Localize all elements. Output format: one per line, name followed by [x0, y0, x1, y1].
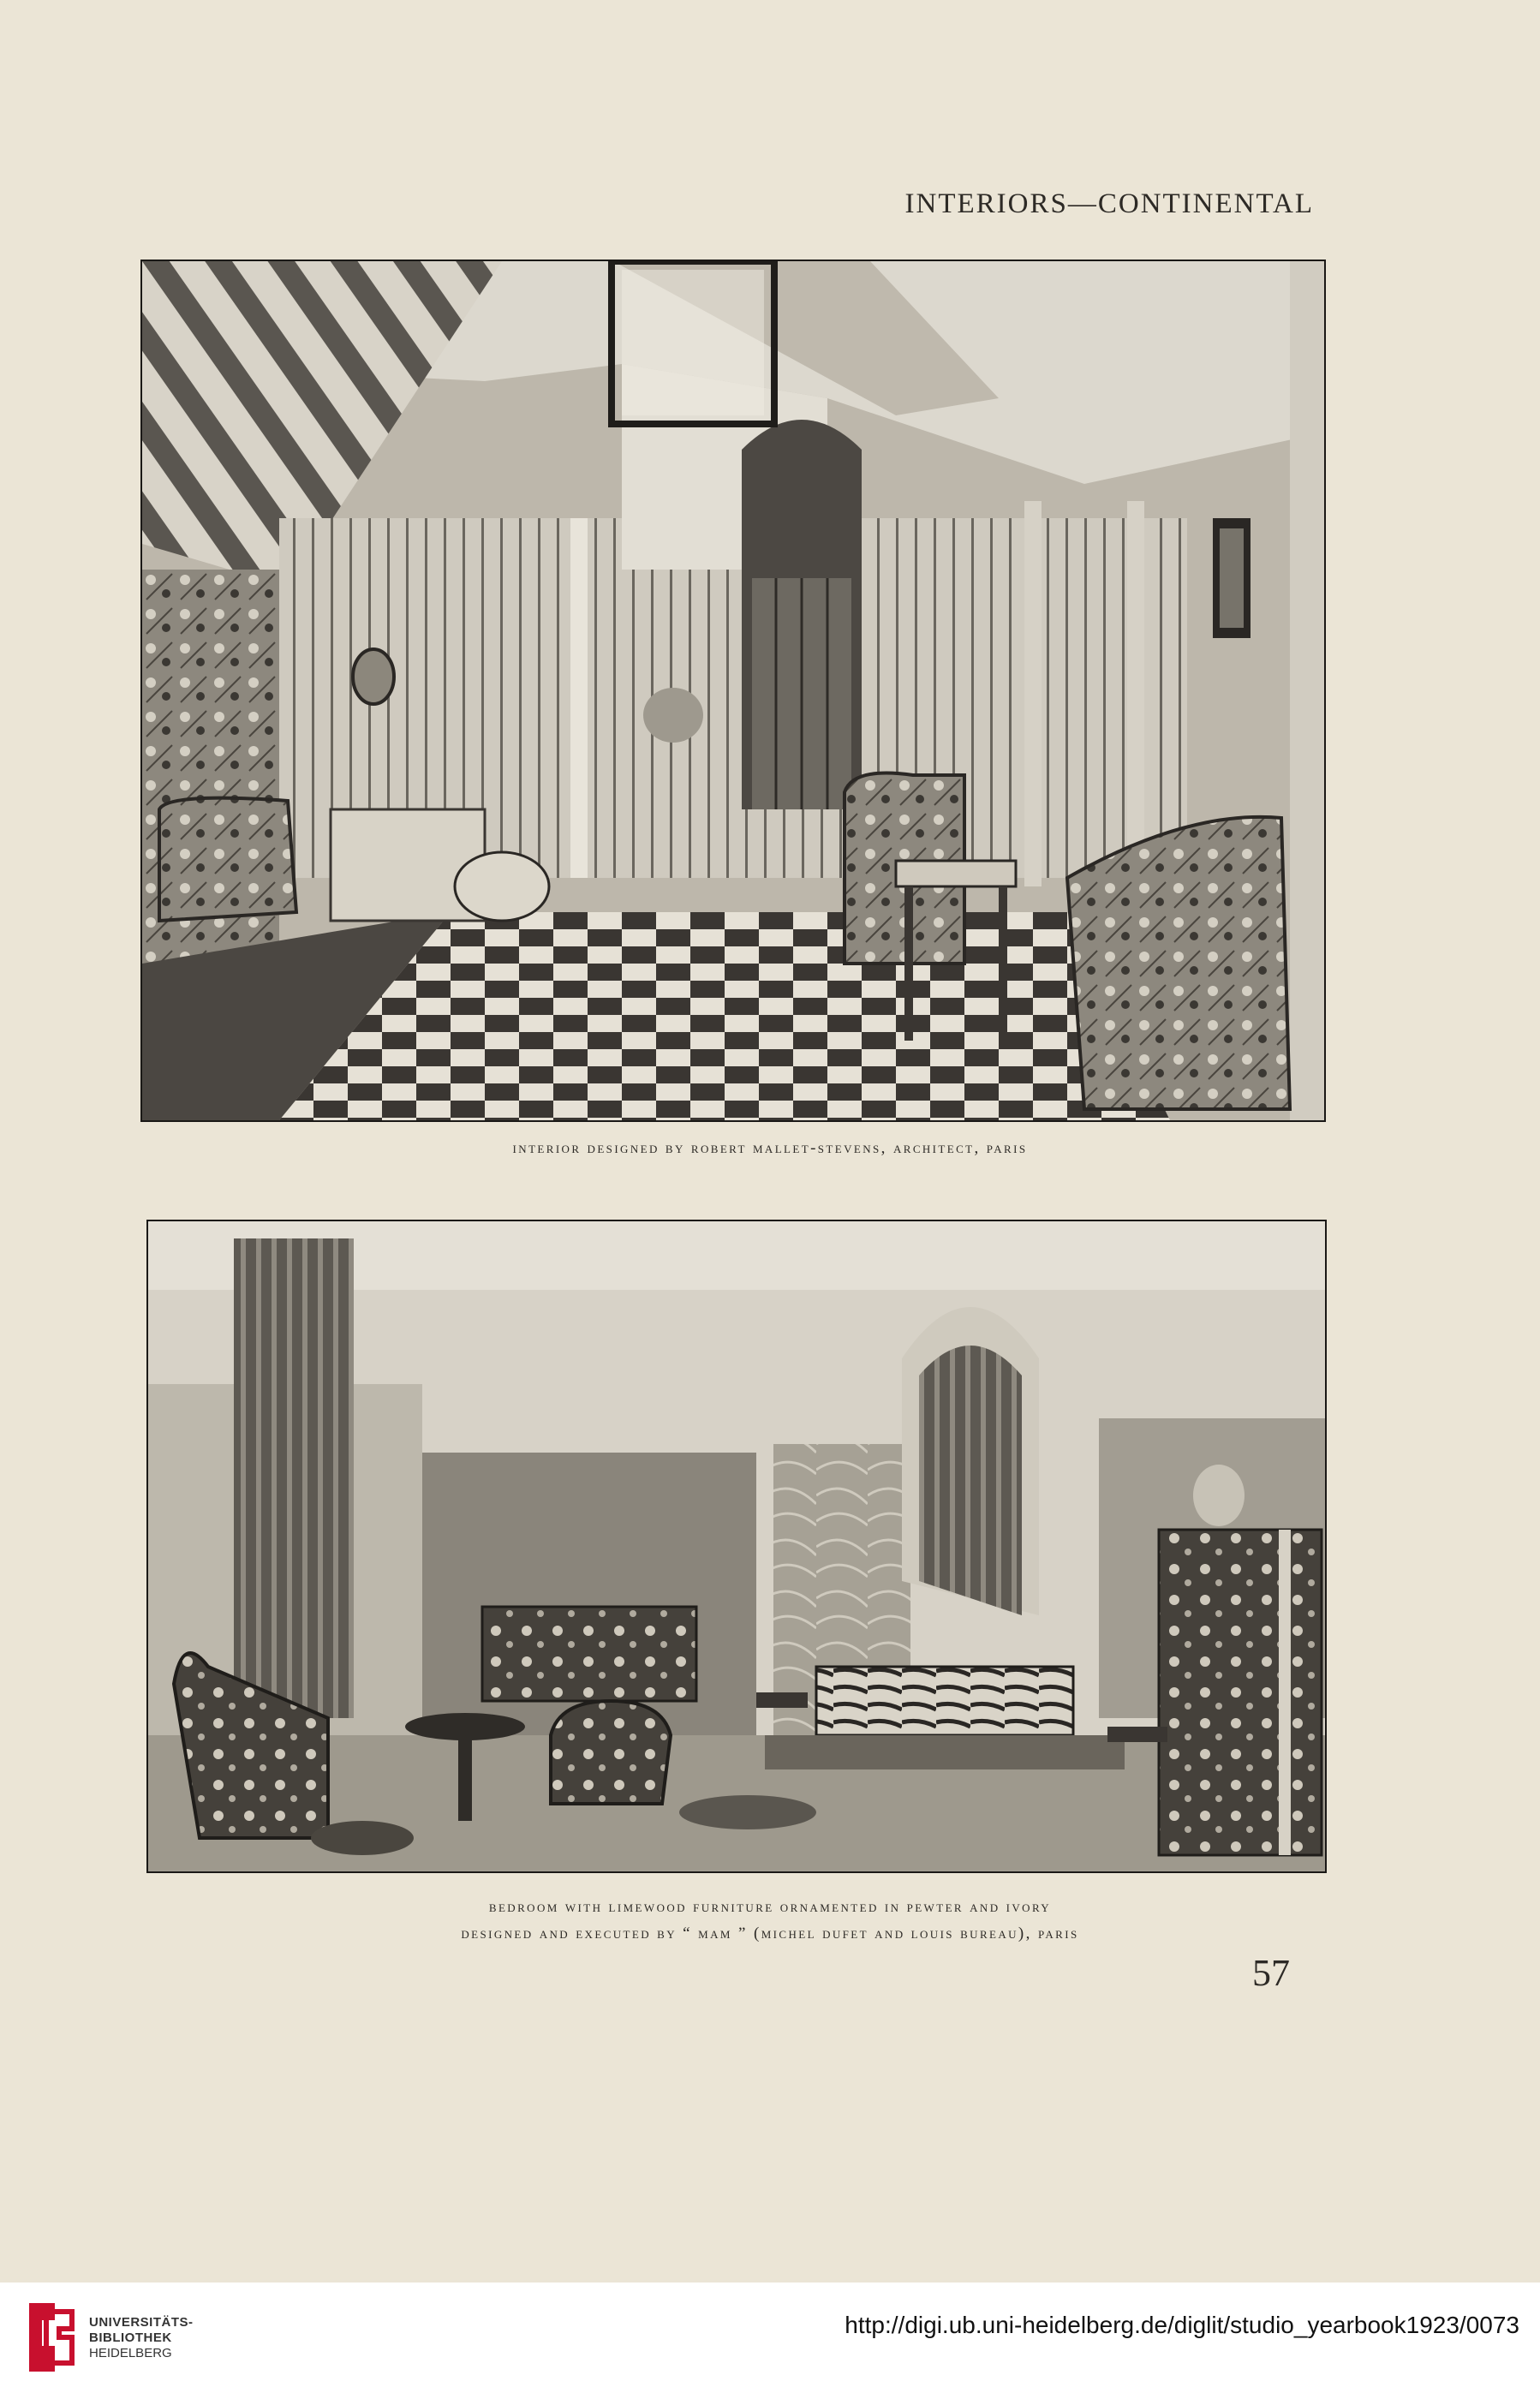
- library-logo-icon[interactable]: [21, 2295, 81, 2380]
- source-url-link[interactable]: http://digi.ub.uni-heidelberg.de/diglit/studio_yearbook1923/0073: [845, 2312, 1519, 2338]
- plate-2-caption-line-1: bedroom with limewood furniture ornamented in pewter and ivory: [488, 1898, 1052, 1916]
- running-head: INTERIORS—CONTINENTAL: [904, 188, 1314, 219]
- plate-1-caption: interior designed by robert mallet-stevens, architect, paris: [512, 1139, 1028, 1157]
- footer-bar: [0, 2283, 1540, 2393]
- interior-photograph-1: [140, 260, 1326, 1122]
- library-name-line-1: UNIVERSITÄTS-: [89, 2315, 194, 2330]
- page-number: 57: [1252, 1952, 1290, 1994]
- library-name-line-3: HEIDELBERG: [89, 2346, 172, 2360]
- bedroom-photograph-2: [146, 1220, 1327, 1873]
- library-name-line-2: BIBLIOTHEK: [89, 2330, 172, 2345]
- library-name: [89, 2315, 194, 2361]
- plate-2-caption-line-2: designed and executed by “ mam ” (michel dufet and louis bureau), paris: [461, 1925, 1079, 1942]
